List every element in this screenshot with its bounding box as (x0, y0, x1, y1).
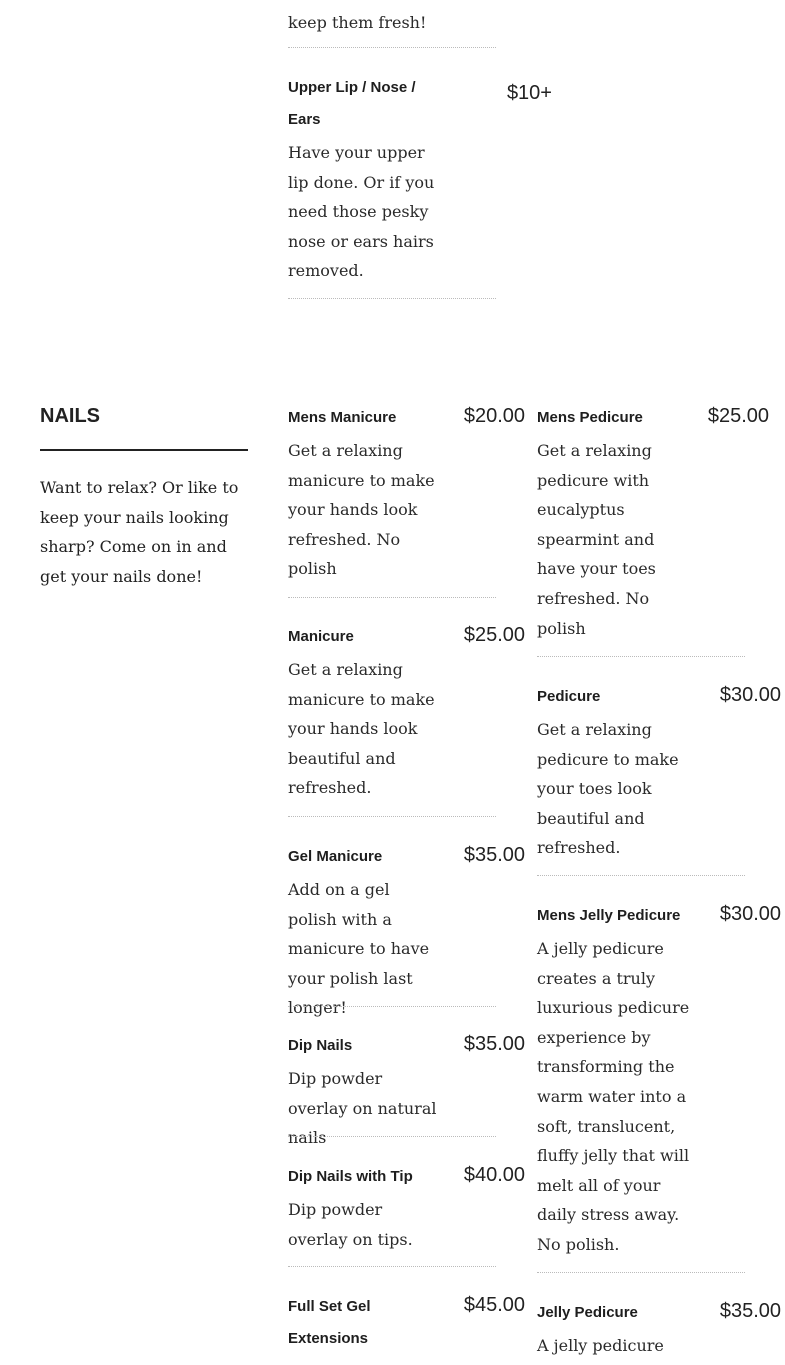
item-desc: A jelly pedicure creates a truly luxurious pedicure experience by transforming the warm water into a soft, translucent, fluffy jelly that will melt all of your daily stress away. No polish. (537, 939, 690, 1254)
item-price: $35.00 (463, 844, 525, 866)
menu-item (288, 621, 528, 803)
divider (288, 47, 496, 48)
section-rule (40, 449, 248, 451)
divider (288, 298, 496, 299)
item-desc: Get a relaxing pedicure to make your toes look beautiful and refreshed. (537, 720, 679, 858)
section-title-nails: NAILS (40, 405, 100, 427)
item-price: $40.00 (463, 1164, 525, 1186)
item-desc: Have your upper lip done. Or if you need those pesky nose or ears hairs removed. (288, 143, 435, 281)
item-title: Manicure (288, 628, 354, 645)
item-title: Upper Lip / Nose / Ears (288, 79, 416, 128)
item-title: Mens Manicure (288, 409, 397, 426)
item-desc: Get a relaxing manicure to make your hands look refreshed. No polish (288, 441, 435, 579)
menu-item (537, 1297, 781, 1361)
menu-item-upper-lip (288, 72, 552, 286)
item-title: Mens Jelly Pedicure (537, 907, 681, 924)
section-desc: Want to relax? Or like to keep your nails looking sharp? Come on in and get your nails done! (40, 478, 239, 586)
menu-item (288, 402, 528, 584)
item-desc: Add on a gel polish with a manicure to have your polish last longer! (288, 880, 430, 1018)
item-title: Dip Nails with Tip (288, 1168, 413, 1185)
item-price: $35.00 (463, 1033, 525, 1055)
item-price: $35.00 (719, 1300, 781, 1322)
item-desc: Get a relaxing manicure to make your hands look beautiful and refreshed. (288, 660, 435, 798)
item-price: $10+ (506, 82, 552, 104)
item-price: $45.00 (463, 1294, 525, 1316)
divider (537, 875, 745, 876)
divider (288, 1006, 496, 1007)
item-price: $25.00 (707, 405, 769, 427)
item-title: Full Set Gel Extensions (288, 1298, 371, 1347)
item-price: $20.00 (463, 405, 525, 427)
divider (288, 816, 496, 817)
item-title: Mens Pedicure (537, 409, 643, 426)
item-price: $30.00 (719, 684, 781, 706)
item-desc: Get a relaxing pedicure with eucalyptus spearmint and have your toes refreshed. No polish (537, 441, 656, 638)
item-title: Gel Manicure (288, 848, 383, 865)
menu-item (288, 1291, 528, 1355)
item-title: Pedicure (537, 688, 601, 705)
waxing-item-desc-tail: keep them fresh! (288, 13, 427, 32)
menu-item (288, 841, 528, 1023)
divider (288, 1266, 496, 1267)
menu-item (537, 402, 777, 643)
divider (537, 656, 745, 657)
item-desc: Dip powder overlay on tips. (288, 1200, 413, 1249)
item-title: Dip Nails (288, 1037, 353, 1054)
divider (288, 597, 496, 598)
menu-item (537, 681, 781, 863)
divider (537, 1272, 745, 1273)
item-desc: Dip powder overlay on natural nails (288, 1069, 437, 1148)
item-title: Jelly Pedicure (537, 1304, 638, 1321)
divider (288, 1136, 496, 1137)
menu-item (288, 1161, 528, 1254)
item-price: $30.00 (719, 903, 781, 925)
menu-item (537, 900, 781, 1260)
item-desc: A jelly pedicure (537, 1336, 664, 1355)
menu-item (288, 1030, 528, 1153)
item-price: $25.00 (463, 624, 525, 646)
